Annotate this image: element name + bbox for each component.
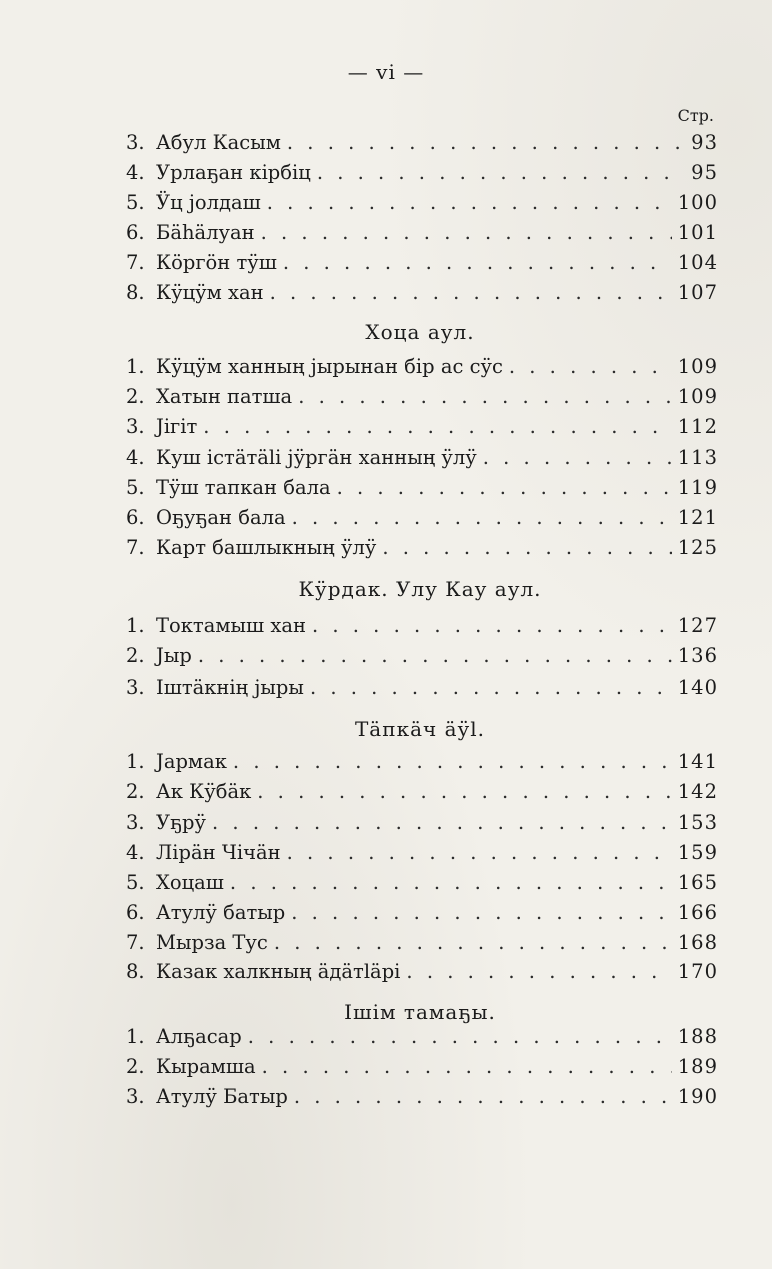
entry-title: Кӱцӱм хан (156, 281, 264, 304)
section-heading: Хоца аул. (365, 320, 475, 344)
toc-entry (126, 188, 718, 218)
entry-number: 3. (126, 131, 145, 154)
entry-number: 4. (126, 161, 145, 184)
entry-title: Карт башлыкның ӱлӱ (156, 536, 377, 559)
entry-title: Уҕрӱ (156, 811, 207, 834)
entry-title: Атулӱ батыр (156, 901, 286, 924)
entry-title: Урлаҕан кірбіц (156, 161, 311, 184)
toc-entry (126, 533, 718, 563)
dot-leader (283, 248, 672, 278)
entry-title: Кӱцӱм ханның јырынан бір ас сӱс (156, 355, 503, 378)
entry-number: 3. (126, 415, 145, 438)
entry-number: 3. (126, 676, 145, 699)
entry-title: Атулӱ Батыр (156, 1085, 288, 1108)
toc-entry (126, 641, 718, 671)
dot-leader (267, 188, 672, 218)
dot-leader (248, 1022, 672, 1052)
entry-number: 1. (126, 355, 145, 378)
entry-number: 2. (126, 1055, 145, 1078)
entry-title: Тӱш тапкан бала (156, 476, 331, 499)
dot-leader (310, 673, 672, 703)
entry-title: Токтамыш хан (156, 614, 306, 637)
entry-number: 8. (126, 281, 145, 304)
entry-page: 165 (677, 871, 718, 894)
dot-leader (483, 443, 672, 473)
toc-entry (126, 1082, 718, 1112)
entry-page: 100 (677, 191, 718, 214)
entry-page: 159 (677, 841, 718, 864)
dot-leader (261, 218, 672, 248)
entry-number: 4. (126, 446, 145, 469)
section-heading: Кӱрдак. Улу Кау аул. (298, 577, 542, 601)
entry-page: 189 (677, 1055, 718, 1078)
page-folio: — vi — (347, 60, 425, 84)
toc-entry (126, 747, 718, 777)
entry-title: Јыр (156, 644, 192, 667)
entry-title: Оҕуҕан бала (156, 506, 286, 529)
entry-title: Хатын патша (156, 385, 293, 408)
entry-title: Кырамша (156, 1055, 256, 1078)
entry-title: Бäһäлуан (156, 221, 255, 244)
entry-title: Казак халкның äдäтläрі (156, 960, 401, 983)
entry-page: 127 (677, 614, 718, 637)
entry-number: 5. (126, 476, 145, 499)
entry-number: 1. (126, 750, 145, 773)
entry-page: 109 (677, 355, 718, 378)
entry-number: 3. (126, 1085, 145, 1108)
entry-page: 190 (677, 1085, 718, 1108)
toc-entry (126, 412, 718, 442)
toc-entry (126, 382, 718, 412)
toc-entry (126, 352, 718, 382)
dot-leader (270, 278, 672, 308)
entry-title: Алҕасар (156, 1025, 242, 1048)
entry-page: 119 (677, 476, 718, 499)
dot-leader (298, 382, 672, 412)
dot-leader (257, 777, 671, 807)
toc-entry (126, 278, 718, 308)
entry-number: 7. (126, 931, 145, 954)
entry-title: Хоцаш (156, 871, 224, 894)
entry-title: Jігіт (156, 415, 198, 438)
entry-number: 8. (126, 960, 145, 983)
dot-leader (292, 503, 672, 533)
entry-page: 168 (677, 931, 718, 954)
dot-leader (337, 473, 672, 503)
entry-page: 121 (677, 506, 718, 529)
dot-leader (203, 412, 671, 442)
entry-number: 1. (126, 1025, 145, 1048)
entry-page: 141 (677, 750, 718, 773)
dot-leader (406, 957, 671, 987)
entry-title: Јармак (156, 750, 227, 773)
toc-entry (126, 673, 718, 703)
dot-leader (230, 868, 672, 898)
toc-entry (126, 218, 718, 248)
entry-number: 5. (126, 871, 145, 894)
entry-page: 95 (691, 161, 718, 184)
entry-title: Куш істäтälі јӱргäн ханның ӱлӱ (156, 446, 477, 469)
toc-entry (126, 777, 718, 807)
dot-leader (287, 128, 685, 158)
entry-page: 107 (677, 281, 718, 304)
entry-page: 153 (677, 811, 718, 834)
dot-leader (382, 533, 671, 563)
toc-entry (126, 957, 718, 987)
toc-entry (126, 928, 718, 958)
entry-number: 7. (126, 536, 145, 559)
entry-number: 7. (126, 251, 145, 274)
dot-leader (262, 1052, 672, 1082)
entry-title: Кöргöн тӱш (156, 251, 277, 274)
entry-page: 170 (677, 960, 718, 983)
entry-page: 166 (677, 901, 718, 924)
entry-number: 5. (126, 191, 145, 214)
dot-leader (287, 838, 672, 868)
entry-number: 2. (126, 780, 145, 803)
toc-entry (126, 158, 718, 188)
entry-number: 6. (126, 221, 145, 244)
section-heading: Ішім тамаҕы. (344, 1000, 496, 1024)
toc-entry (126, 1052, 718, 1082)
toc-entry (126, 898, 718, 928)
toc-entry (126, 1022, 718, 1052)
entry-title: Ӱц јолдаш (156, 191, 261, 214)
entry-number: 2. (126, 385, 145, 408)
entry-page: 112 (677, 415, 718, 438)
toc-entry (126, 128, 718, 158)
entry-title: Лірäн Чічäн (156, 841, 281, 864)
section-heading: Тäпкäч äӱl. (354, 717, 486, 741)
entry-number: 6. (126, 901, 145, 924)
entry-number: 3. (126, 811, 145, 834)
entry-page: 113 (677, 446, 718, 469)
entry-page: 101 (677, 221, 718, 244)
toc-entry (126, 473, 718, 503)
dot-leader (233, 747, 672, 777)
entry-page: 188 (677, 1025, 718, 1048)
entry-page: 136 (677, 644, 718, 667)
entry-number: 4. (126, 841, 145, 864)
entry-page: 125 (677, 536, 718, 559)
dot-leader (198, 641, 672, 671)
entry-title: Іштäкнің јыры (156, 676, 304, 699)
toc-entry (126, 838, 718, 868)
dot-leader (509, 352, 672, 382)
entry-page: 142 (677, 780, 718, 803)
dot-leader (212, 808, 672, 838)
toc-entry (126, 611, 718, 641)
dot-leader (274, 928, 672, 958)
dot-leader (294, 1082, 672, 1112)
entry-page: 140 (677, 676, 718, 699)
toc-entry (126, 443, 718, 473)
toc-entry (126, 808, 718, 838)
entry-page: 93 (691, 131, 718, 154)
entry-page: 109 (677, 385, 718, 408)
entry-page: 104 (677, 251, 718, 274)
entry-title: Мырза Тус (156, 931, 268, 954)
dot-leader (317, 158, 685, 188)
entry-title: Абул Касым (156, 131, 281, 154)
page-column-label: Стр. (677, 106, 714, 125)
dot-leader (291, 898, 672, 928)
toc-entry (126, 503, 718, 533)
toc-entry (126, 868, 718, 898)
toc-entry (126, 248, 718, 278)
entry-title: Ак Кӱбäк (156, 780, 252, 803)
entry-number: 2. (126, 644, 145, 667)
entry-number: 1. (126, 614, 145, 637)
dot-leader (312, 611, 672, 641)
entry-number: 6. (126, 506, 145, 529)
